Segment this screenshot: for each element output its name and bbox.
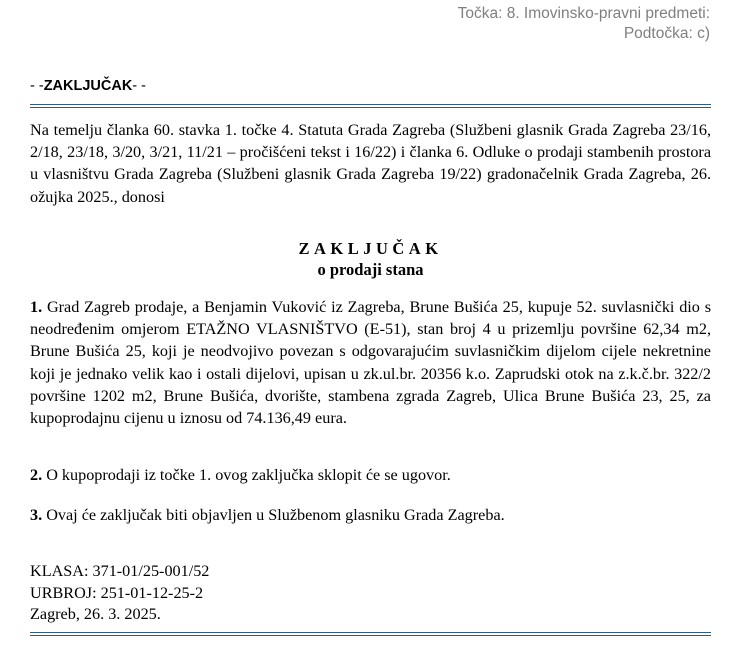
clause-3 xyxy=(30,504,711,526)
clause-1 xyxy=(30,296,711,429)
section-heading xyxy=(30,78,146,94)
agenda-subitem-line: Podtočka: c) xyxy=(623,25,710,42)
top-divider xyxy=(30,104,711,108)
section-heading-suffix: - - xyxy=(132,78,146,94)
section-heading-prefix: - - xyxy=(30,78,44,94)
klasa-line: KLASA: 371-01/25-001/52 xyxy=(30,562,210,580)
document-title xyxy=(30,238,711,280)
intro-paragraph: Na temelju članka 60. stavka 1. točke 4. Statuta Grada Zagreba (Službeni glasnik Grada Zagreba 23/16, 2/18, 23/18, 3/20, 3/21, 11/21 – pročišćeni tekst i 16/22) i članka 6. Odluke o prodaji stambenih prostora u vlasništvu Grada Zagreba (Službeni glasnik Grada Zagreba 19/22) gradonačelnik Grada Zagreba, 26. ožujka 2025., donosi xyxy=(30,121,711,206)
urbroj-line: URBROJ: 251-01-12-25-2 xyxy=(30,583,204,602)
clause-text: Ovaj će zaključak biti objavljen u Službenom glasniku Grada Zagreba. xyxy=(42,506,505,524)
clause-text: Grad Zagreb prodaje, a Benjamin Vuković iz Zagreba, Brune Bušića 25, kupuje 52. suvlasnički dio s neodređenim omjerom ETAŽNO VLASNIŠTVO (E-51), stan broj 4 u prizemlju površine 62,34 m2, Brune Bušića 25, koji je neodvojivo povezan s odgovarajućim suvlasničkim dijelom cijele nekretnine koji je jednako velik kao i ostali dijelovi, upisan u zk.ul.br. 20356 k.o. Zaprudski otok na z.k.č.br. 322/2 površine 1202 m2, Brune Bušića, dvorište, stambena zgrada Zagreb, Ulica Brune Bušića 23, 25, za kupoprodajnu cijenu u iznosu od 74.136,49 eura. xyxy=(30,298,711,428)
clause-number: 1. xyxy=(30,298,43,316)
agenda-reference xyxy=(458,4,710,44)
clause-number: 3. xyxy=(30,506,43,524)
bottom-divider xyxy=(30,632,711,636)
document-metadata xyxy=(30,561,209,626)
document-title-sub: o prodaji stana xyxy=(317,260,424,279)
section-heading-label: ZAKLJUČAK xyxy=(43,78,133,94)
document-title-main: ZAKLJUČAK xyxy=(298,239,443,258)
clause-text: O kupoprodaji iz točke 1. ovog zaključka sklopit će se ugovor. xyxy=(42,466,451,484)
clause-2 xyxy=(30,464,711,486)
place-date-line: Zagreb, 26. 3. 2025. xyxy=(30,605,161,623)
agenda-item-line: Točka: 8. Imovinsko-pravni predmeti: xyxy=(457,5,710,22)
clause-number: 2. xyxy=(30,466,43,484)
